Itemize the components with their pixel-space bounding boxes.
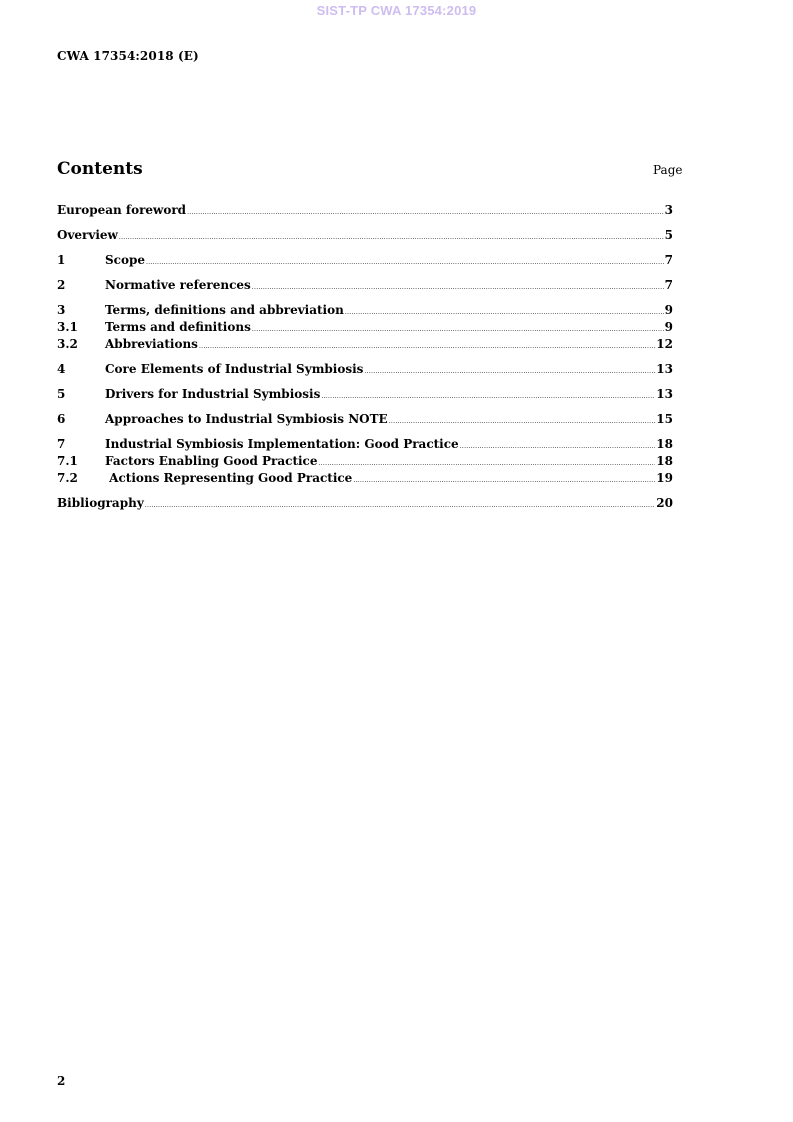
toc-entry-title: Drivers for Industrial Symbiosis [105,387,321,401]
contents-heading: Contents [57,159,143,179]
watermark: SIST-TP CWA 17354:2019 [316,3,477,18]
toc-leader-dots [146,254,664,271]
toc-entry-terms-definitions-abbreviation[interactable] [57,302,673,319]
toc-entry-title: Industrial Symbiosis Implementation: Good Practice [105,437,459,451]
toc-leader-dots [460,438,656,455]
toc-entry-number: 1 [57,253,66,267]
toc-entry-european-foreword[interactable] [57,202,673,219]
toc-entry-page: 20 [656,496,673,510]
toc-entry-page: 18 [656,437,673,451]
toc-entry-page: 13 [656,387,673,401]
toc-leader-dots [145,497,656,514]
toc-leader-dots [321,388,655,405]
toc-entry-title: Core Elements of Industrial Symbiosis [105,362,364,376]
toc-entry-implementation-good-practice[interactable] [57,436,673,453]
toc-entry-number: 7 [57,437,66,451]
toc-entry-page: 3 [664,203,673,217]
toc-entry-title: Actions Representing Good Practice [105,471,353,485]
toc-entry-normative-references[interactable] [57,277,673,294]
toc-entry-page: 18 [656,454,673,468]
toc-entry-title: Terms and definitions [105,320,251,334]
toc-entry-approaches[interactable] [57,411,673,428]
page-column-heading: Page [653,163,683,177]
toc-entry-title: Abbreviations [105,337,198,351]
toc-entry-page: 7 [664,278,673,292]
document-identifier: CWA 17354:2018 (E) [57,49,199,63]
toc-leader-dots [252,321,664,338]
toc-entry-terms-and-definitions[interactable] [57,319,673,336]
toc-entry-page: 7 [664,253,673,267]
toc-entry-actions-representing[interactable] [57,470,673,487]
toc-entry-abbreviations[interactable] [57,336,673,353]
toc-entry-title: Approaches to Industrial Symbiosis NOTE [105,412,388,426]
toc-leader-dots [389,413,656,430]
toc-leader-dots [353,472,655,489]
toc-entry-number: 2 [57,278,66,292]
toc-entry-page: 9 [664,320,673,334]
toc-entry-number: 3.2 [57,337,78,351]
toc-leader-dots [319,455,656,472]
toc-leader-dots [345,304,664,321]
toc-entry-page: 15 [656,412,673,426]
toc-entry-page: 12 [656,337,673,351]
toc-entry-title: Overview [57,228,118,242]
toc-entry-number: 5 [57,387,66,401]
toc-entry-title: Normative references [105,278,251,292]
toc-entry-number: 4 [57,362,66,376]
page-number: 2 [57,1074,66,1088]
toc-entry-number: 3 [57,303,66,317]
toc-leader-dots [187,204,664,221]
toc-entry-page: 9 [664,303,673,317]
toc-entry-page: 13 [656,362,673,376]
table-of-contents [57,202,673,512]
toc-entry-core-elements[interactable] [57,361,673,378]
toc-entry-title: European foreword [57,203,187,217]
toc-entry-overview[interactable] [57,227,673,244]
toc-entry-number: 7.2 [57,471,78,485]
toc-entry-title: Bibliography [57,496,144,510]
toc-entry-page: 19 [656,471,673,485]
toc-leader-dots [252,279,664,296]
toc-entry-number: 7.1 [57,454,78,468]
toc-entry-number: 3.1 [57,320,78,334]
toc-entry-factors-enabling[interactable] [57,453,673,470]
toc-leader-dots [364,363,655,380]
toc-entry-drivers[interactable] [57,386,673,403]
toc-entry-bibliography[interactable] [57,495,673,512]
toc-leader-dots [119,229,664,246]
toc-entry-title: Terms, definitions and abbreviation [105,303,344,317]
toc-entry-page: 5 [664,228,673,242]
toc-entry-title: Factors Enabling Good Practice [105,454,318,468]
toc-entry-number: 6 [57,412,66,426]
toc-leader-dots [199,338,655,355]
toc-entry-title: Scope [105,253,146,267]
toc-entry-scope[interactable] [57,252,673,269]
